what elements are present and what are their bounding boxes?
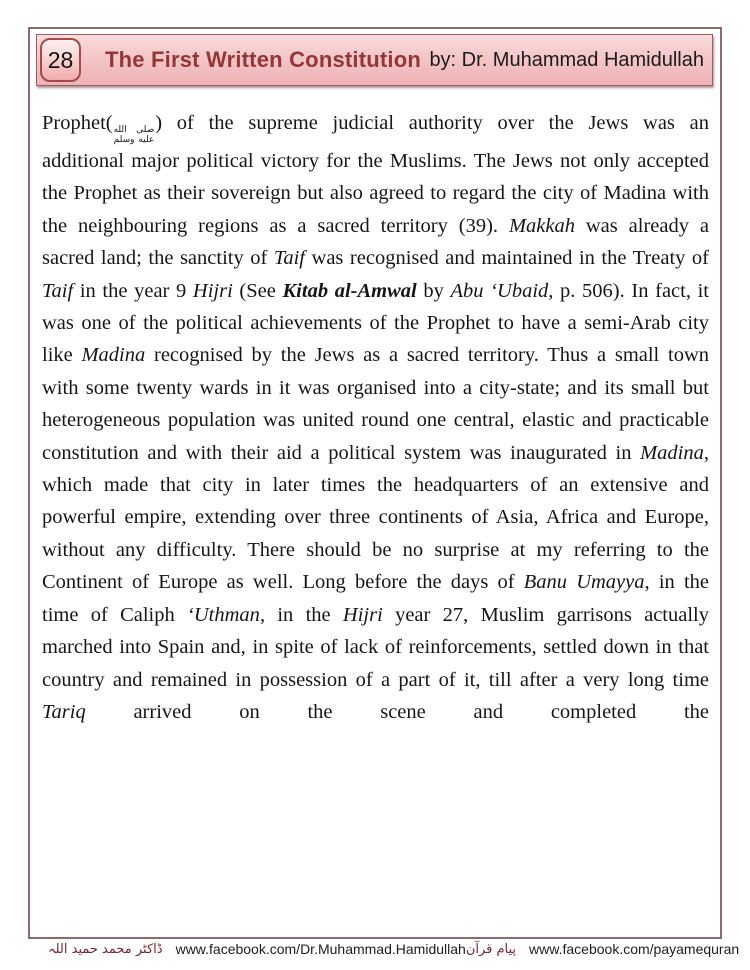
publisher-facebook-url: www.facebook.com/payamequran <box>529 941 740 957</box>
body-paragraph: Prophet( صلى الله عليه وسلم ) of the supreme judicial authority over the Jews was an additional major political victory for the Muslims. The Jews not only accepted the Prophet as their sovereign but also agreed to regard the city of Madina with the neighbouring regions as a sacred territory (39). Makkah was already a sacred land; the sanctity of Taif was recognised and maintained in the Treaty of Taif in the year 9 Hijri (See Kitab al-Amwal by Abu ‘Ubaid, p. 506). In fact, it was one of the political achievements of the Prophet to have a semi-Arab city like Madina recognised by the Jews as a sacred territory. Thus a small town with some twenty wards in it was organised into a city-state; and its small but heterogeneous population was united round one central, elastic and practicable constitution and with their aid a political system was inaugurated in Madina, which made that city in later times the headquarters of an extensive and powerful empire, extending over three continents of Asia, Africa and Europe, without any difficulty. There should be no surprise at my referring to the Continent of Europe as well. Long before the days of Banu Umayya, in the time of Caliph ‘Uthman, in the Hijri year 27, Muslim garrisons actually marched into Spain and, in spite of lack of reinforcements, settled down in that country and remained in possession of a part of it, till after a very long time Tariq arrived on the scene and completed the <box>42 112 709 723</box>
author-urdu-calligraphy: ڈاکٹر محمد حمید اللہ <box>48 941 163 957</box>
author-byline: by: Dr. Muhammad Hamidullah <box>429 48 704 71</box>
page-number: 28 <box>47 46 74 73</box>
page-number-badge <box>40 38 81 82</box>
footer-author-group <box>48 941 466 957</box>
page-frame <box>28 27 722 939</box>
publisher-urdu-calligraphy: پیام قرآن <box>465 941 517 957</box>
pbuh-symbol: صلى الله عليه وسلم <box>113 125 155 145</box>
page-title: The First Written Constitution <box>105 47 422 72</box>
page-footer <box>48 941 740 957</box>
page-header <box>36 34 713 86</box>
footer-publisher-group <box>466 941 739 957</box>
author-facebook-url: www.facebook.com/Dr.Muhammad.Hamidullah <box>175 941 466 957</box>
